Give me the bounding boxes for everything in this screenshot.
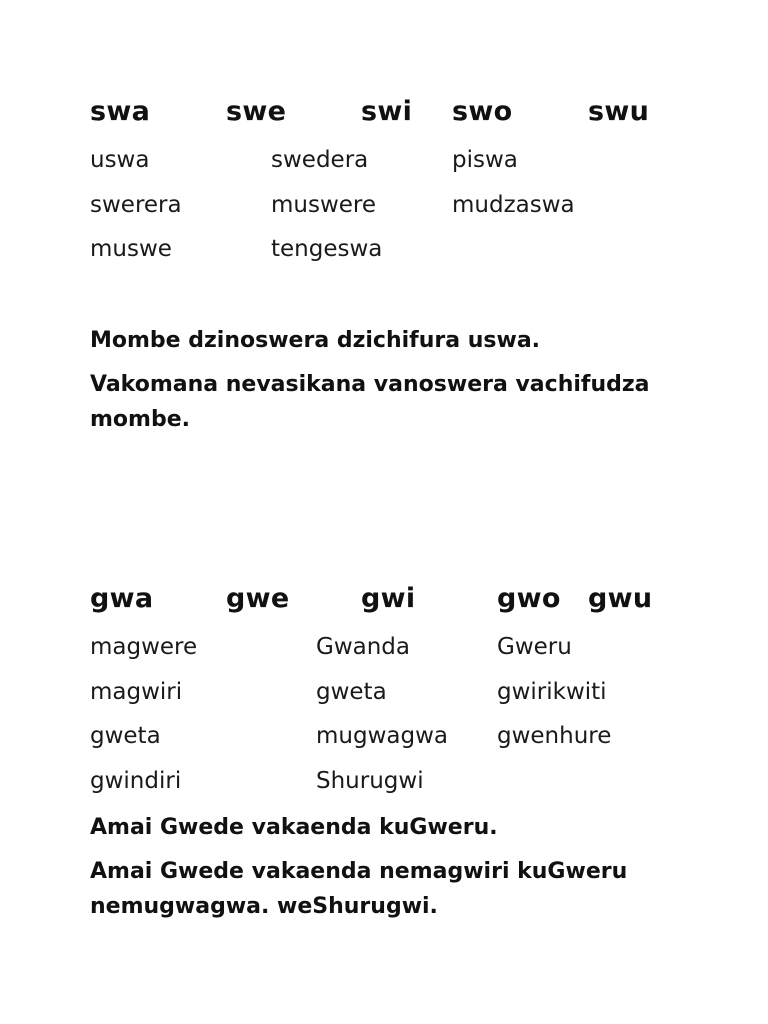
sentence: Amai Gwede vakaenda nemagwiri kuGweru nemugwagwa. weShurugwi. [90, 859, 628, 919]
syllable-gwi: gwi [361, 583, 416, 614]
sentence: Amai Gwede vakaenda kuGweru. [90, 815, 498, 840]
syllable-swi: swi [361, 96, 413, 127]
sentence: Vakomana nevasikana vanoswera vachifudza mombe. [90, 372, 650, 432]
word-item: gwenhure [497, 723, 612, 749]
word-item: piswa [452, 147, 518, 173]
word-item: gweta [316, 679, 387, 705]
word-item: Gwanda [316, 634, 410, 660]
word-item: tengeswa [271, 236, 383, 262]
word-item: mudzaswa [452, 192, 575, 218]
word-item: mugwagwa [316, 723, 448, 749]
syllable-gwe: gwe [226, 583, 290, 614]
word-item: swedera [271, 147, 369, 173]
syllable-gwa: gwa [90, 583, 154, 614]
word-item: Gweru [497, 634, 572, 660]
syllable-swo: swo [452, 96, 513, 127]
syllable-gwo: gwo [497, 583, 561, 614]
word-item: gwirikwiti [497, 679, 607, 705]
word-item: gweta [90, 723, 161, 749]
syllable-swa: swa [90, 96, 151, 127]
word-item: magwere [90, 634, 198, 660]
sentence: Mombe dzinoswera dzichifura uswa. [90, 328, 541, 353]
word-item: uswa [90, 147, 150, 173]
syllable-swu: swu [588, 96, 650, 127]
word-item: Shurugwi [316, 768, 424, 794]
word-item: gwindiri [90, 768, 182, 794]
word-item: muswere [271, 192, 377, 218]
syllable-swe: swe [226, 96, 287, 127]
word-item: swerera [90, 192, 182, 218]
word-item: muswe [90, 236, 172, 262]
word-item: magwiri [90, 679, 183, 705]
syllable-gwu: gwu [588, 583, 653, 614]
